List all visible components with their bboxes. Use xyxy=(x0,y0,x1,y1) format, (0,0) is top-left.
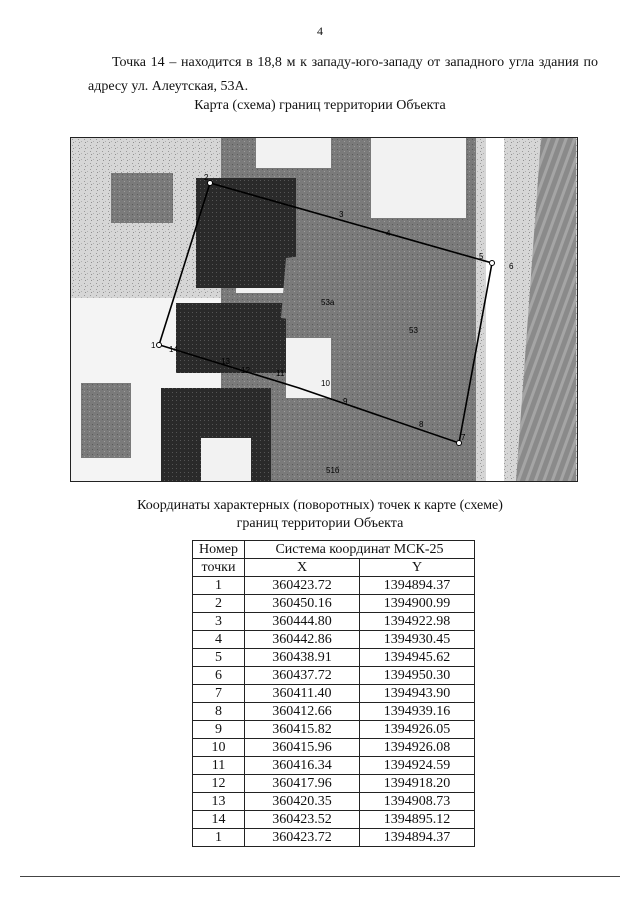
cell-y: 1394926.08 xyxy=(360,739,475,757)
cell-point-number: 1 xyxy=(193,829,245,847)
cell-x: 360411.40 xyxy=(245,685,360,703)
map-point-13: 13 xyxy=(221,357,230,366)
table-row xyxy=(193,613,475,631)
cell-y: 1394922.98 xyxy=(360,613,475,631)
table-row xyxy=(193,595,475,613)
cell-y: 1394924.59 xyxy=(360,757,475,775)
cell-point-number: 8 xyxy=(193,703,245,721)
map-label-51b: 51б xyxy=(326,466,340,475)
cell-x: 360423.72 xyxy=(245,577,360,595)
cell-x: 360442.86 xyxy=(245,631,360,649)
map-point-7: 7 xyxy=(461,433,466,442)
table-row xyxy=(193,793,475,811)
building-53a xyxy=(281,248,361,328)
map-label-53: 53 xyxy=(409,326,418,335)
cell-point-number: 3 xyxy=(193,613,245,631)
cell-point-number: 5 xyxy=(193,649,245,667)
cell-x: 360438.91 xyxy=(245,649,360,667)
cell-y: 1394908.73 xyxy=(360,793,475,811)
empty-south xyxy=(201,438,251,481)
coordinates-title-line2: границ территории Объекта xyxy=(236,516,404,531)
table-row xyxy=(193,829,475,847)
cell-y: 1394926.05 xyxy=(360,721,475,739)
map-point-3: 3 xyxy=(339,210,344,219)
cell-point-number: 11 xyxy=(193,757,245,775)
cell-x: 360423.52 xyxy=(245,811,360,829)
coordinates-title xyxy=(0,497,640,533)
cell-x: 360415.96 xyxy=(245,739,360,757)
map-point-9: 9 xyxy=(343,397,348,406)
cell-y: 1394950.30 xyxy=(360,667,475,685)
building-dark-north xyxy=(196,178,296,288)
building-53 xyxy=(366,233,461,383)
table-row xyxy=(193,703,475,721)
empty-mid-2 xyxy=(286,338,331,398)
building-dark-west xyxy=(176,303,286,373)
cell-point-number: 7 xyxy=(193,685,245,703)
empty-north-2 xyxy=(371,138,466,218)
cell-point-number: 10 xyxy=(193,739,245,757)
paragraph-text: Точка 14 – находится в 18,8 м к западу-юго-западу от западного угла здания по адресу ул. Алеутская, 53А. xyxy=(88,55,598,94)
table-row xyxy=(193,721,475,739)
cell-y: 1394939.16 xyxy=(360,703,475,721)
map-point-10: 10 xyxy=(321,379,330,388)
map-point-2: 2 xyxy=(204,173,209,182)
map-point-8: 8 xyxy=(419,420,424,429)
map-point-5: 5 xyxy=(479,252,484,261)
cell-point-number: 1 xyxy=(193,577,245,595)
cell-point-number: 4 xyxy=(193,631,245,649)
empty-north-1 xyxy=(256,138,331,168)
map-scheme xyxy=(71,138,577,481)
cell-x: 360412.66 xyxy=(245,703,360,721)
cell-x: 360417.96 xyxy=(245,775,360,793)
cell-x: 360437.72 xyxy=(245,667,360,685)
map-point-14: 14 xyxy=(169,345,178,354)
table-row xyxy=(193,685,475,703)
table-row xyxy=(193,811,475,829)
cell-point-number: 6 xyxy=(193,667,245,685)
cell-y: 1394943.90 xyxy=(360,685,475,703)
cell-y: 1394895.12 xyxy=(360,811,475,829)
header-coordinate-system: Система координат МСК-25 xyxy=(245,541,475,559)
map-point-1: 1 xyxy=(151,341,156,350)
point-14-description xyxy=(88,51,598,99)
road-white xyxy=(486,138,504,481)
map-point-6: 6 xyxy=(509,262,514,271)
table-row xyxy=(193,757,475,775)
cell-point-number: 9 xyxy=(193,721,245,739)
cell-x: 360420.35 xyxy=(245,793,360,811)
building-nw xyxy=(111,173,173,223)
map-title: Карта (схема) границ территории Объекта xyxy=(194,98,446,113)
map-point-12: 12 xyxy=(241,366,250,375)
cell-point-number: 2 xyxy=(193,595,245,613)
cell-y: 1394894.37 xyxy=(360,577,475,595)
map-label-53a: 53а xyxy=(321,298,335,307)
page-number: 4 xyxy=(317,24,323,38)
coordinates-table-body xyxy=(193,577,475,847)
cell-point-number: 12 xyxy=(193,775,245,793)
map-point-11: 11 xyxy=(276,369,285,378)
cell-y: 1394930.45 xyxy=(360,631,475,649)
map-point-4: 4 xyxy=(386,229,391,238)
table-row xyxy=(193,739,475,757)
table-row xyxy=(193,775,475,793)
table-row xyxy=(193,649,475,667)
cell-x: 360450.16 xyxy=(245,595,360,613)
cell-y: 1394918.20 xyxy=(360,775,475,793)
header-y: Y xyxy=(360,559,475,577)
header-point-number-2: точки xyxy=(193,559,245,577)
cell-x: 360423.72 xyxy=(245,829,360,847)
coordinates-title-line1: Координаты характерных (поворотных) точек к карте (схеме) xyxy=(137,498,503,513)
cell-y: 1394894.37 xyxy=(360,829,475,847)
header-point-number-1: Номер xyxy=(193,541,245,559)
cell-point-number: 13 xyxy=(193,793,245,811)
coordinates-table xyxy=(192,540,475,847)
bottom-rule xyxy=(20,876,620,877)
cell-point-number: 14 xyxy=(193,811,245,829)
cell-y: 1394900.99 xyxy=(360,595,475,613)
cell-x: 360444.80 xyxy=(245,613,360,631)
cell-x: 360415.82 xyxy=(245,721,360,739)
table-row xyxy=(193,577,475,595)
cell-y: 1394945.62 xyxy=(360,649,475,667)
cell-x: 360416.34 xyxy=(245,757,360,775)
boundary-map xyxy=(70,137,578,482)
table-row xyxy=(193,667,475,685)
table-row xyxy=(193,631,475,649)
building-sw xyxy=(81,383,131,458)
header-x: X xyxy=(245,559,360,577)
